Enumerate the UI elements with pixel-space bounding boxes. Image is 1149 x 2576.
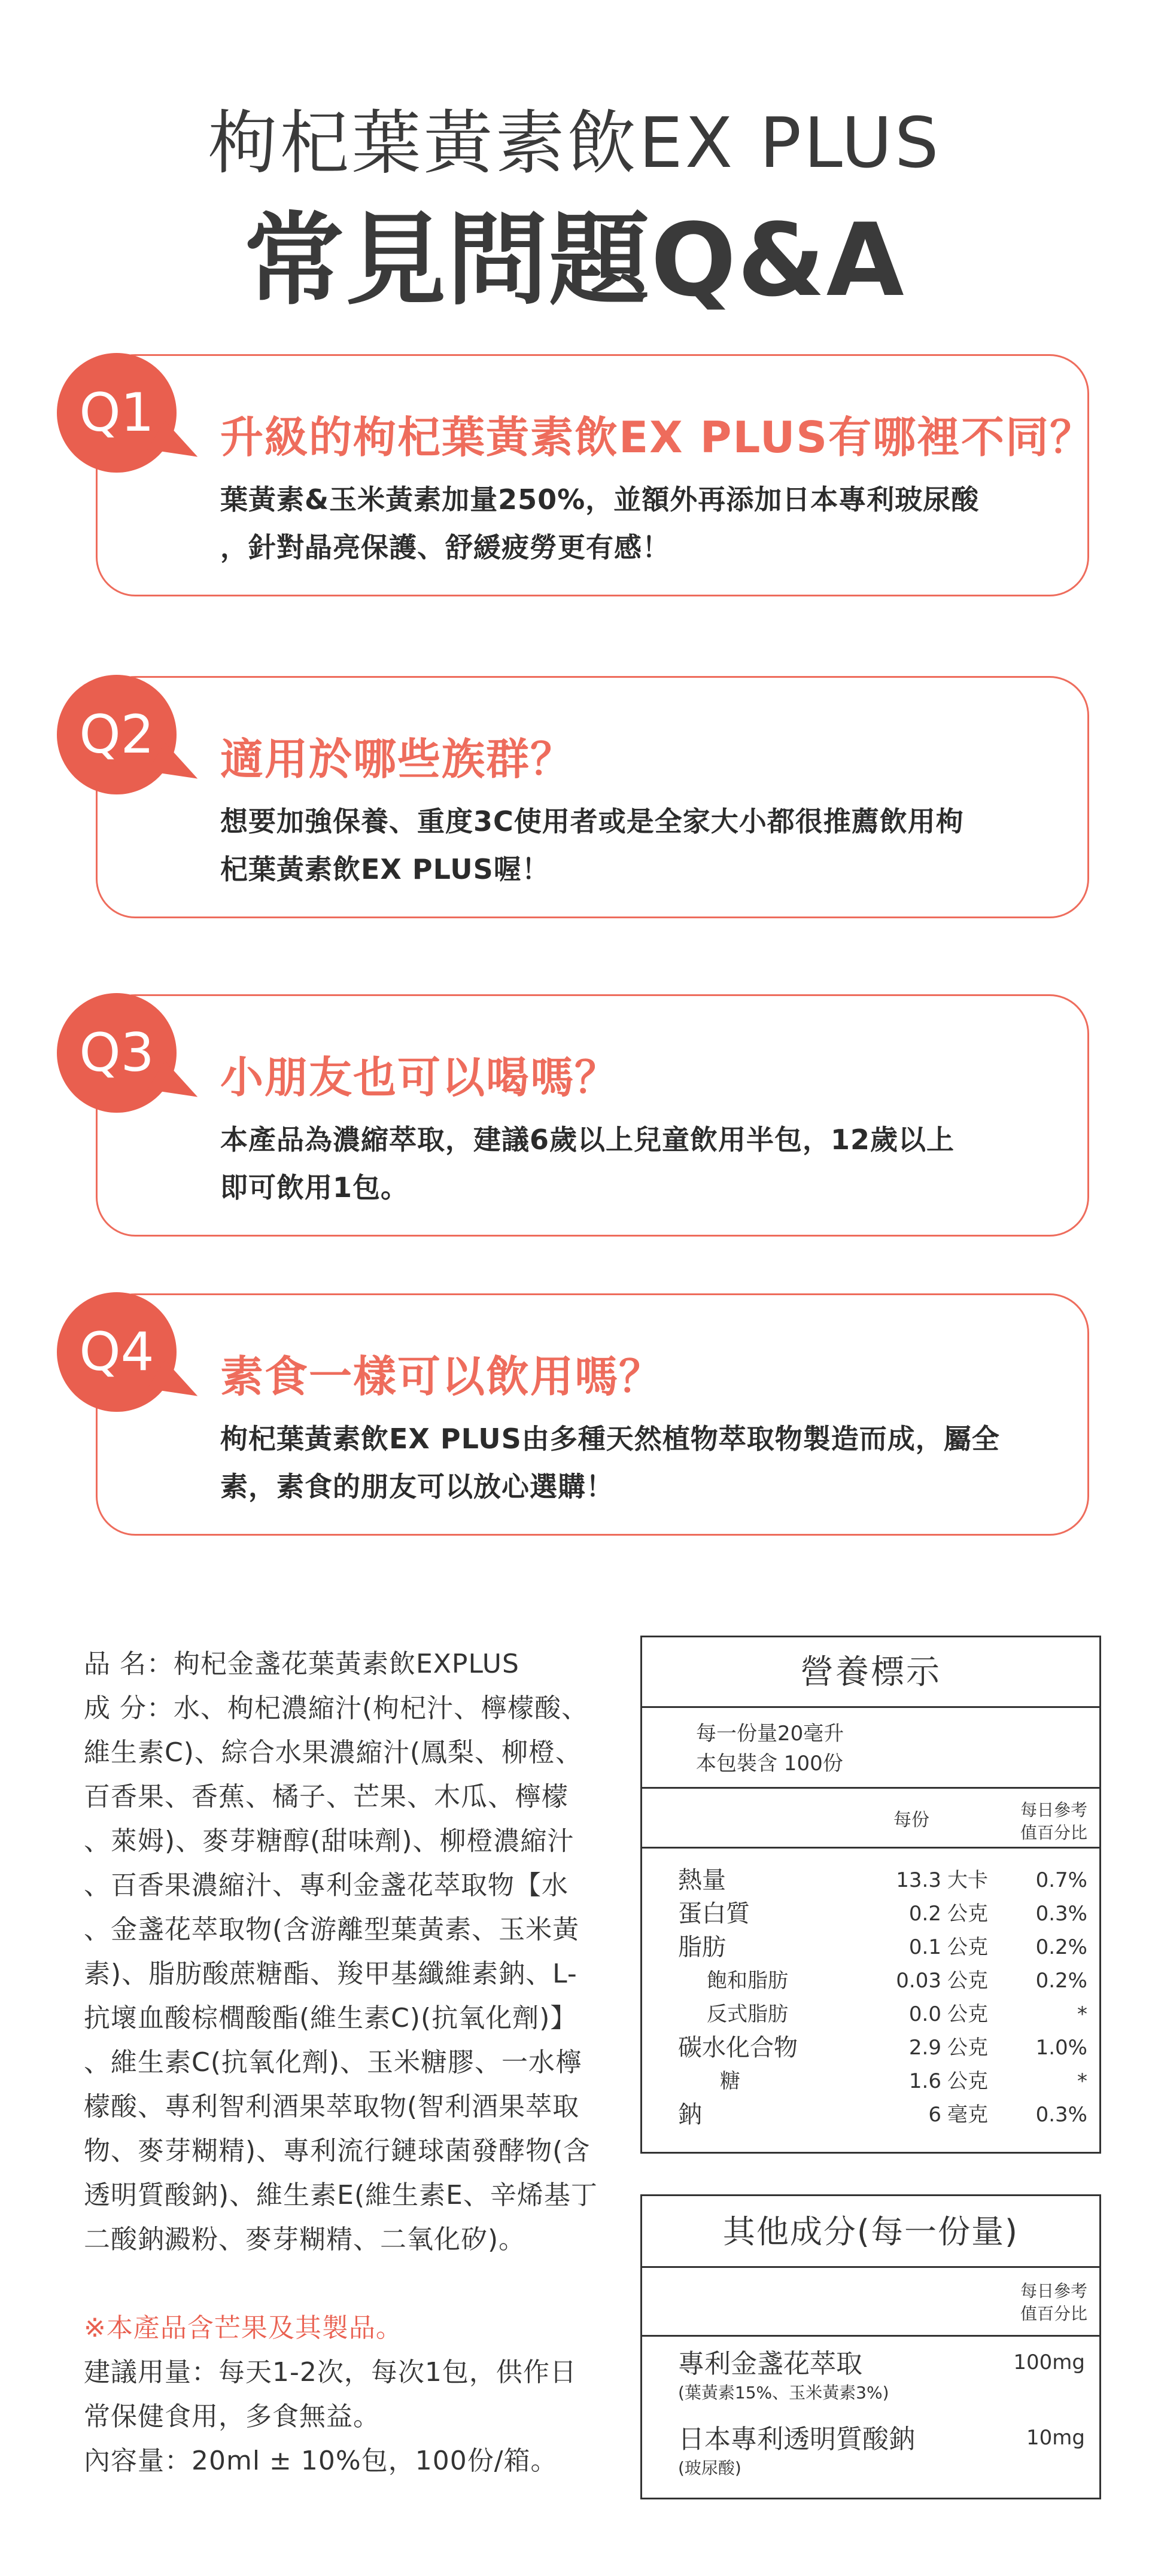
ingredient-sub: (葉黃素15%、玉米黃素3%) [678,2383,889,2403]
faq-answer-line: 想要加強保養、重度3C使用者或是全家大小都很推薦飲用枸 [220,805,964,838]
product-line: 物、麥芽糊精)、專利流行鏈球菌發酵物(含 [84,2136,591,2166]
nutrient-name: 碳水化合物 [678,2034,798,2062]
faq-answer-line: 杞葉黃素飲EX PLUS喔！ [220,853,550,885]
nutrient-value: 0.1 [908,1935,941,1959]
nutrition-row [642,1964,1099,1998]
faq-card-q1 [96,354,1095,596]
nutrient-unit: 公克 [947,1969,988,1993]
faq-answer-line: 本產品為濃縮萃取，建議6歲以上兒童飲用半包，12歲以上 [220,1123,955,1156]
faq-card-q3 [96,994,1089,1237]
product-line: 成 分：水、枸杞濃縮汁(枸杞汁、檸檬酸、 [84,1693,589,1724]
divider [642,2335,1099,2337]
q3-badge: Q3 [57,993,177,1113]
ingredient-amount: 100mg [1013,2350,1085,2374]
product-info [84,1642,598,2483]
nutrient-unit: 公克 [947,2069,988,2093]
nutrition-row [642,1998,1099,2031]
nutrient-dv: 1.0% [1035,2036,1087,2060]
product-line: 品 名：枸杞金盞花葉黃素飲EXPLUS [84,1649,519,1679]
faq-card-q4 [96,1293,1089,1536]
faq-card-q2 [96,676,1089,918]
faq-answer-line: ，針對晶亮保護、舒緩疲勞更有感！ [220,531,670,564]
servings-per-pack: 本包裝含 100份 [696,1752,843,1776]
other-ingredients-table [640,2194,1101,2499]
nutrition-row [642,2031,1099,2065]
nutrient-value: 13.3 [896,1868,941,1892]
product-line: 、金盞花萃取物(含游離型葉黃素、玉米黃 [84,1914,580,1945]
nutrient-name: 反式脂肪 [707,2002,788,2026]
nutrient-name: 蛋白質 [678,1900,750,1928]
nutrient-value: 0.03 [896,1969,941,1993]
nutrient-unit: 大卡 [947,1868,988,1892]
faq-question: 素食一樣可以飲用嗎？ [220,1351,664,1402]
col-daily-value [1020,1799,1087,1844]
nutrient-unit: 毫克 [947,2103,988,2127]
nutrition-row [642,1864,1099,1897]
product-line: 、萊姆)、麥芽糖醇(甜味劑)、柳橙濃縮汁 [84,1826,574,1856]
q2-badge: Q2 [57,675,177,794]
product-line: 百香果、香蕉、橘子、芒果、木瓜、檸檬 [84,1782,569,1812]
nutrient-value: 6 [928,2103,941,2127]
ingredient-item [678,2422,1085,2480]
content-amount: 內容量：20ml ± 10%包，100份/箱。 [84,2446,558,2476]
product-line: 、維生素C(抗氧化劑)、玉米糖膠、一水檸 [84,2047,583,2078]
product-line: 透明質酸鈉)、維生素E(維生素E、辛烯基丁 [84,2180,598,2210]
nutrient-unit: 公克 [947,1935,988,1959]
nutrient-unit: 公克 [947,2036,988,2060]
faq-answer-line: 葉黃素&玉米黃素加量250%，並額外再添加日本專利玻尿酸 [220,483,980,516]
ingredient-sub: (玻尿酸) [678,2458,741,2478]
faq-answer-line: 枸杞葉黃素飲EX PLUS由多種天然植物萃取物製造而成，屬全 [220,1423,1000,1455]
usage-line: 建議用量：每天1-2次，每次1包，供作日 [84,2357,577,2388]
nutrition-row [642,1897,1099,1931]
col-dv-line: 每日參考 [1020,1800,1087,1820]
nutrient-dv: 0.2% [1035,1969,1087,1993]
col-dv-line: 每日參考 [1020,2281,1087,2301]
nutrient-dv: 0.7% [1035,1868,1087,1892]
allergen-warning: ※本產品含芒果及其製品。 [84,2313,403,2343]
col-dv-line: 值百分比 [1020,2304,1087,2324]
col-daily-value [1020,2280,1087,2325]
col-dv-line: 值百分比 [1020,1823,1087,1843]
faq-question: 升級的枸杞葉黃素飲EX PLUS有哪裡不同？ [220,412,1095,462]
nutrition-row [642,2065,1099,2098]
nutrient-unit: 公克 [947,2002,988,2026]
nutrient-name: 糖 [720,2069,740,2093]
faq-question: 適用於哪些族群？ [220,734,575,784]
faq-answer-line: 即可飲用1包。 [220,1171,409,1204]
faq-answer [220,1415,1040,1511]
faq-question: 小朋友也可以喝嗎？ [220,1052,619,1103]
product-line: 檬酸、專利智利酒果萃取物(智利酒果萃取 [84,2091,580,2122]
serving-size: 每一份量20毫升 [696,1722,844,1746]
nutrient-dv: 0.2% [1035,1935,1087,1959]
nutrition-table [640,1636,1101,2154]
col-per-serving: 每份 [893,1810,929,1831]
product-line: 維生素C)、綜合水果濃縮汁(鳳梨、柳橙、 [84,1737,583,1768]
faq-answer [220,797,1040,893]
ingredient-amount: 10mg [1026,2426,1085,2450]
nutrient-value: 0.0 [908,2002,941,2026]
faq-answer [220,1116,1040,1211]
nutrient-value: 0.2 [908,1902,941,1926]
q1-badge: Q1 [57,353,177,473]
serving-info [696,1719,844,1779]
nutrient-value: 2.9 [908,2036,941,2060]
other-ingredients-title: 其他成分(每一份量) [642,2196,1099,2268]
nutrition-row [642,2098,1099,2132]
ingredient-name: 專利金盞花萃取 [678,2349,862,2379]
nutrient-dv: * [1077,2069,1087,2093]
nutrient-name: 鈉 [678,2101,702,2129]
nutrition-title: 營養標示 [642,1637,1099,1708]
nutrient-dv: 0.3% [1035,2103,1087,2127]
page-subtitle: 常見問題Q&A [244,202,905,319]
product-line: 、百香果濃縮汁、專利金盞花萃取物【水 [84,1870,569,1901]
q4-badge: Q4 [57,1292,177,1412]
nutrient-name: 脂肪 [678,1933,726,1961]
divider [642,1787,1099,1789]
page-title: 枸杞葉黃素飲EX PLUS [208,103,941,184]
product-line: 二酸鈉澱粉、麥芽糊精、二氧化矽)。 [84,2224,526,2255]
product-line: 抗壞血酸棕櫚酸酯(維生素C)(抗氧化劑)】 [84,2003,577,2033]
nutrient-dv: 0.3% [1035,1902,1087,1926]
divider [642,1847,1099,1849]
product-line: 素)、脂肪酸蔗糖酯、羧甲基纖維素鈉、L- [84,1959,577,1989]
ingredient-name: 日本專利透明質酸鈉 [678,2424,915,2455]
nutrient-value: 1.6 [908,2069,941,2093]
faq-answer-line: 素，素食的朋友可以放心選購！ [220,1470,614,1503]
nutrition-row [642,1931,1099,1964]
usage-line: 常保健食用，多食無益。 [84,2401,380,2432]
nutrient-unit: 公克 [947,1902,988,1926]
ingredient-item [678,2347,1085,2404]
nutrient-dv: * [1077,2002,1087,2026]
nutrient-name: 熱量 [678,1866,726,1894]
nutrient-name: 飽和脂肪 [707,1969,788,1993]
faq-answer [220,476,1040,571]
